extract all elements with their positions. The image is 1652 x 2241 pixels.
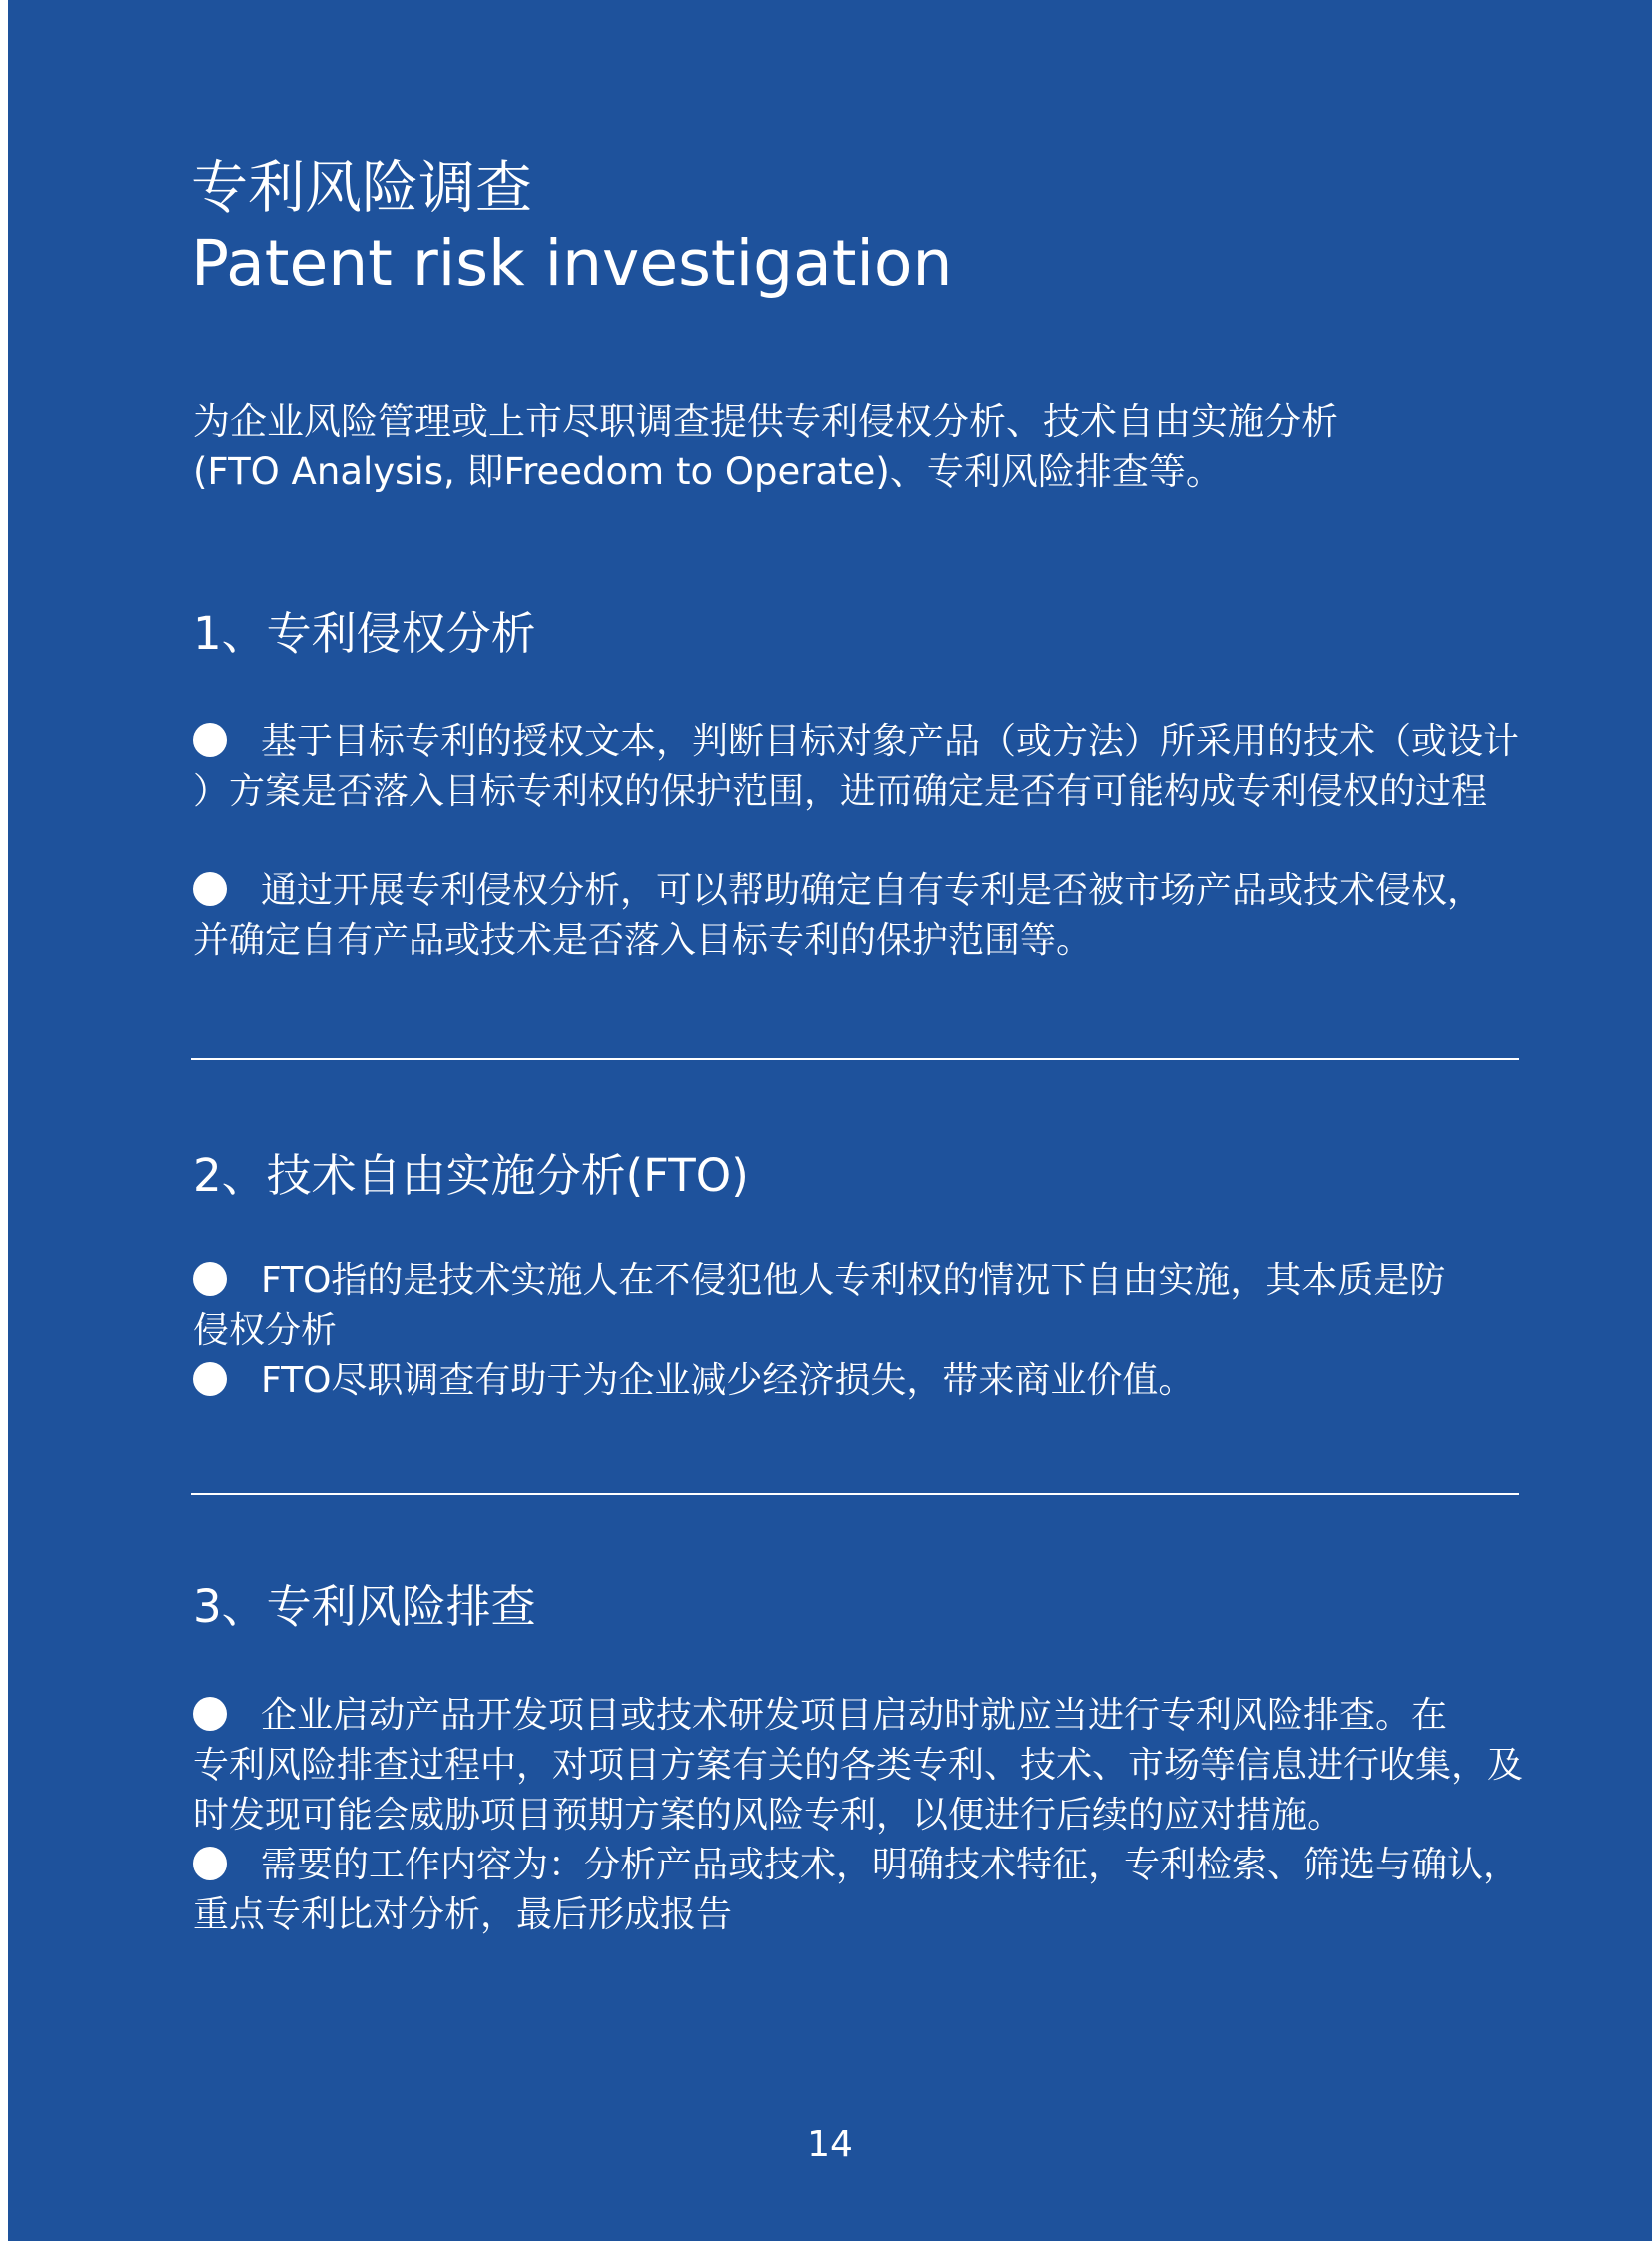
page-title-en: Patent risk investigation <box>191 227 953 300</box>
section-heading-2: 2、技术自由实施分析(FTO) <box>193 1149 749 1202</box>
section-divider <box>191 1493 1519 1495</box>
bullet-text: 侵权分析 <box>193 1310 338 1351</box>
bullet-dot-icon <box>193 1847 227 1880</box>
section-3-bullets <box>193 1691 1551 1940</box>
intro-line: (FTO Analysis, 即Freedom to Operate)、专利风险排查等。 <box>193 450 1223 493</box>
bullet-item <box>193 1691 1551 1841</box>
bullet-text: ）方案是否落入目标专利权的保护范围，进而确定是否有可能构成专利侵权的过程 <box>193 771 1488 812</box>
intro-paragraph <box>193 397 1551 497</box>
page-number: 14 <box>807 2124 853 2165</box>
bullet-text: 需要的工作内容为：分析产品或技术，明确技术特征，专利检索、筛选与确认， <box>261 1845 1520 1885</box>
bullet-text: 并确定自有产品或技术是否落入目标专利的保护范围等。 <box>193 920 1093 961</box>
section-heading-3: 3、专利风险排查 <box>193 1580 536 1633</box>
section-divider <box>191 1058 1519 1060</box>
bullet-text: 基于目标专利的授权文本，判断目标对象产品（或方法）所采用的技术（或设计 <box>261 721 1520 762</box>
section-1-bullets <box>193 717 1551 966</box>
intro-line: 为企业风险管理或上市尽职调查提供专利侵权分析、技术自由实施分析 <box>193 400 1338 443</box>
bullet-dot-icon <box>193 1697 227 1731</box>
bullet-dot-icon <box>193 1362 227 1396</box>
bullet-dot-icon <box>193 723 227 757</box>
page-title-cn: 专利风险调查 <box>191 155 532 221</box>
bullet-text: 专利风险排查过程中，对项目方案有关的各类专利、技术、市场等信息进行收集，及 <box>193 1745 1524 1786</box>
section-heading-1: 1、专利侵权分析 <box>193 607 536 660</box>
bullet-text: FTO尽职调查有助于为企业减少经济损失，带来商业价值。 <box>261 1360 1195 1401</box>
bullet-item <box>193 1356 1551 1406</box>
bullet-item <box>193 866 1551 966</box>
bullet-text: 企业启动产品开发项目或技术研发项目启动时就应当进行专利风险排查。在 <box>261 1695 1448 1736</box>
bullet-item <box>193 1256 1551 1356</box>
bullet-item <box>193 717 1551 817</box>
bullet-text: 时发现可能会威胁项目预期方案的风险专利，以便进行后续的应对措施。 <box>193 1795 1344 1836</box>
bullet-text: FTO指的是技术实施人在不侵犯他人专利权的情况下自由实施，其本质是防 <box>261 1260 1446 1301</box>
bullet-dot-icon <box>193 872 227 906</box>
bullet-item <box>193 1841 1551 1940</box>
page <box>8 0 1652 2241</box>
section-2-bullets <box>193 1256 1551 1406</box>
bullet-dot-icon <box>193 1262 227 1296</box>
bullet-text: 重点专利比对分析，最后形成报告 <box>193 1894 733 1935</box>
bullet-text: 通过开展专利侵权分析，可以帮助确定自有专利是否被市场产品或技术侵权， <box>261 870 1484 911</box>
